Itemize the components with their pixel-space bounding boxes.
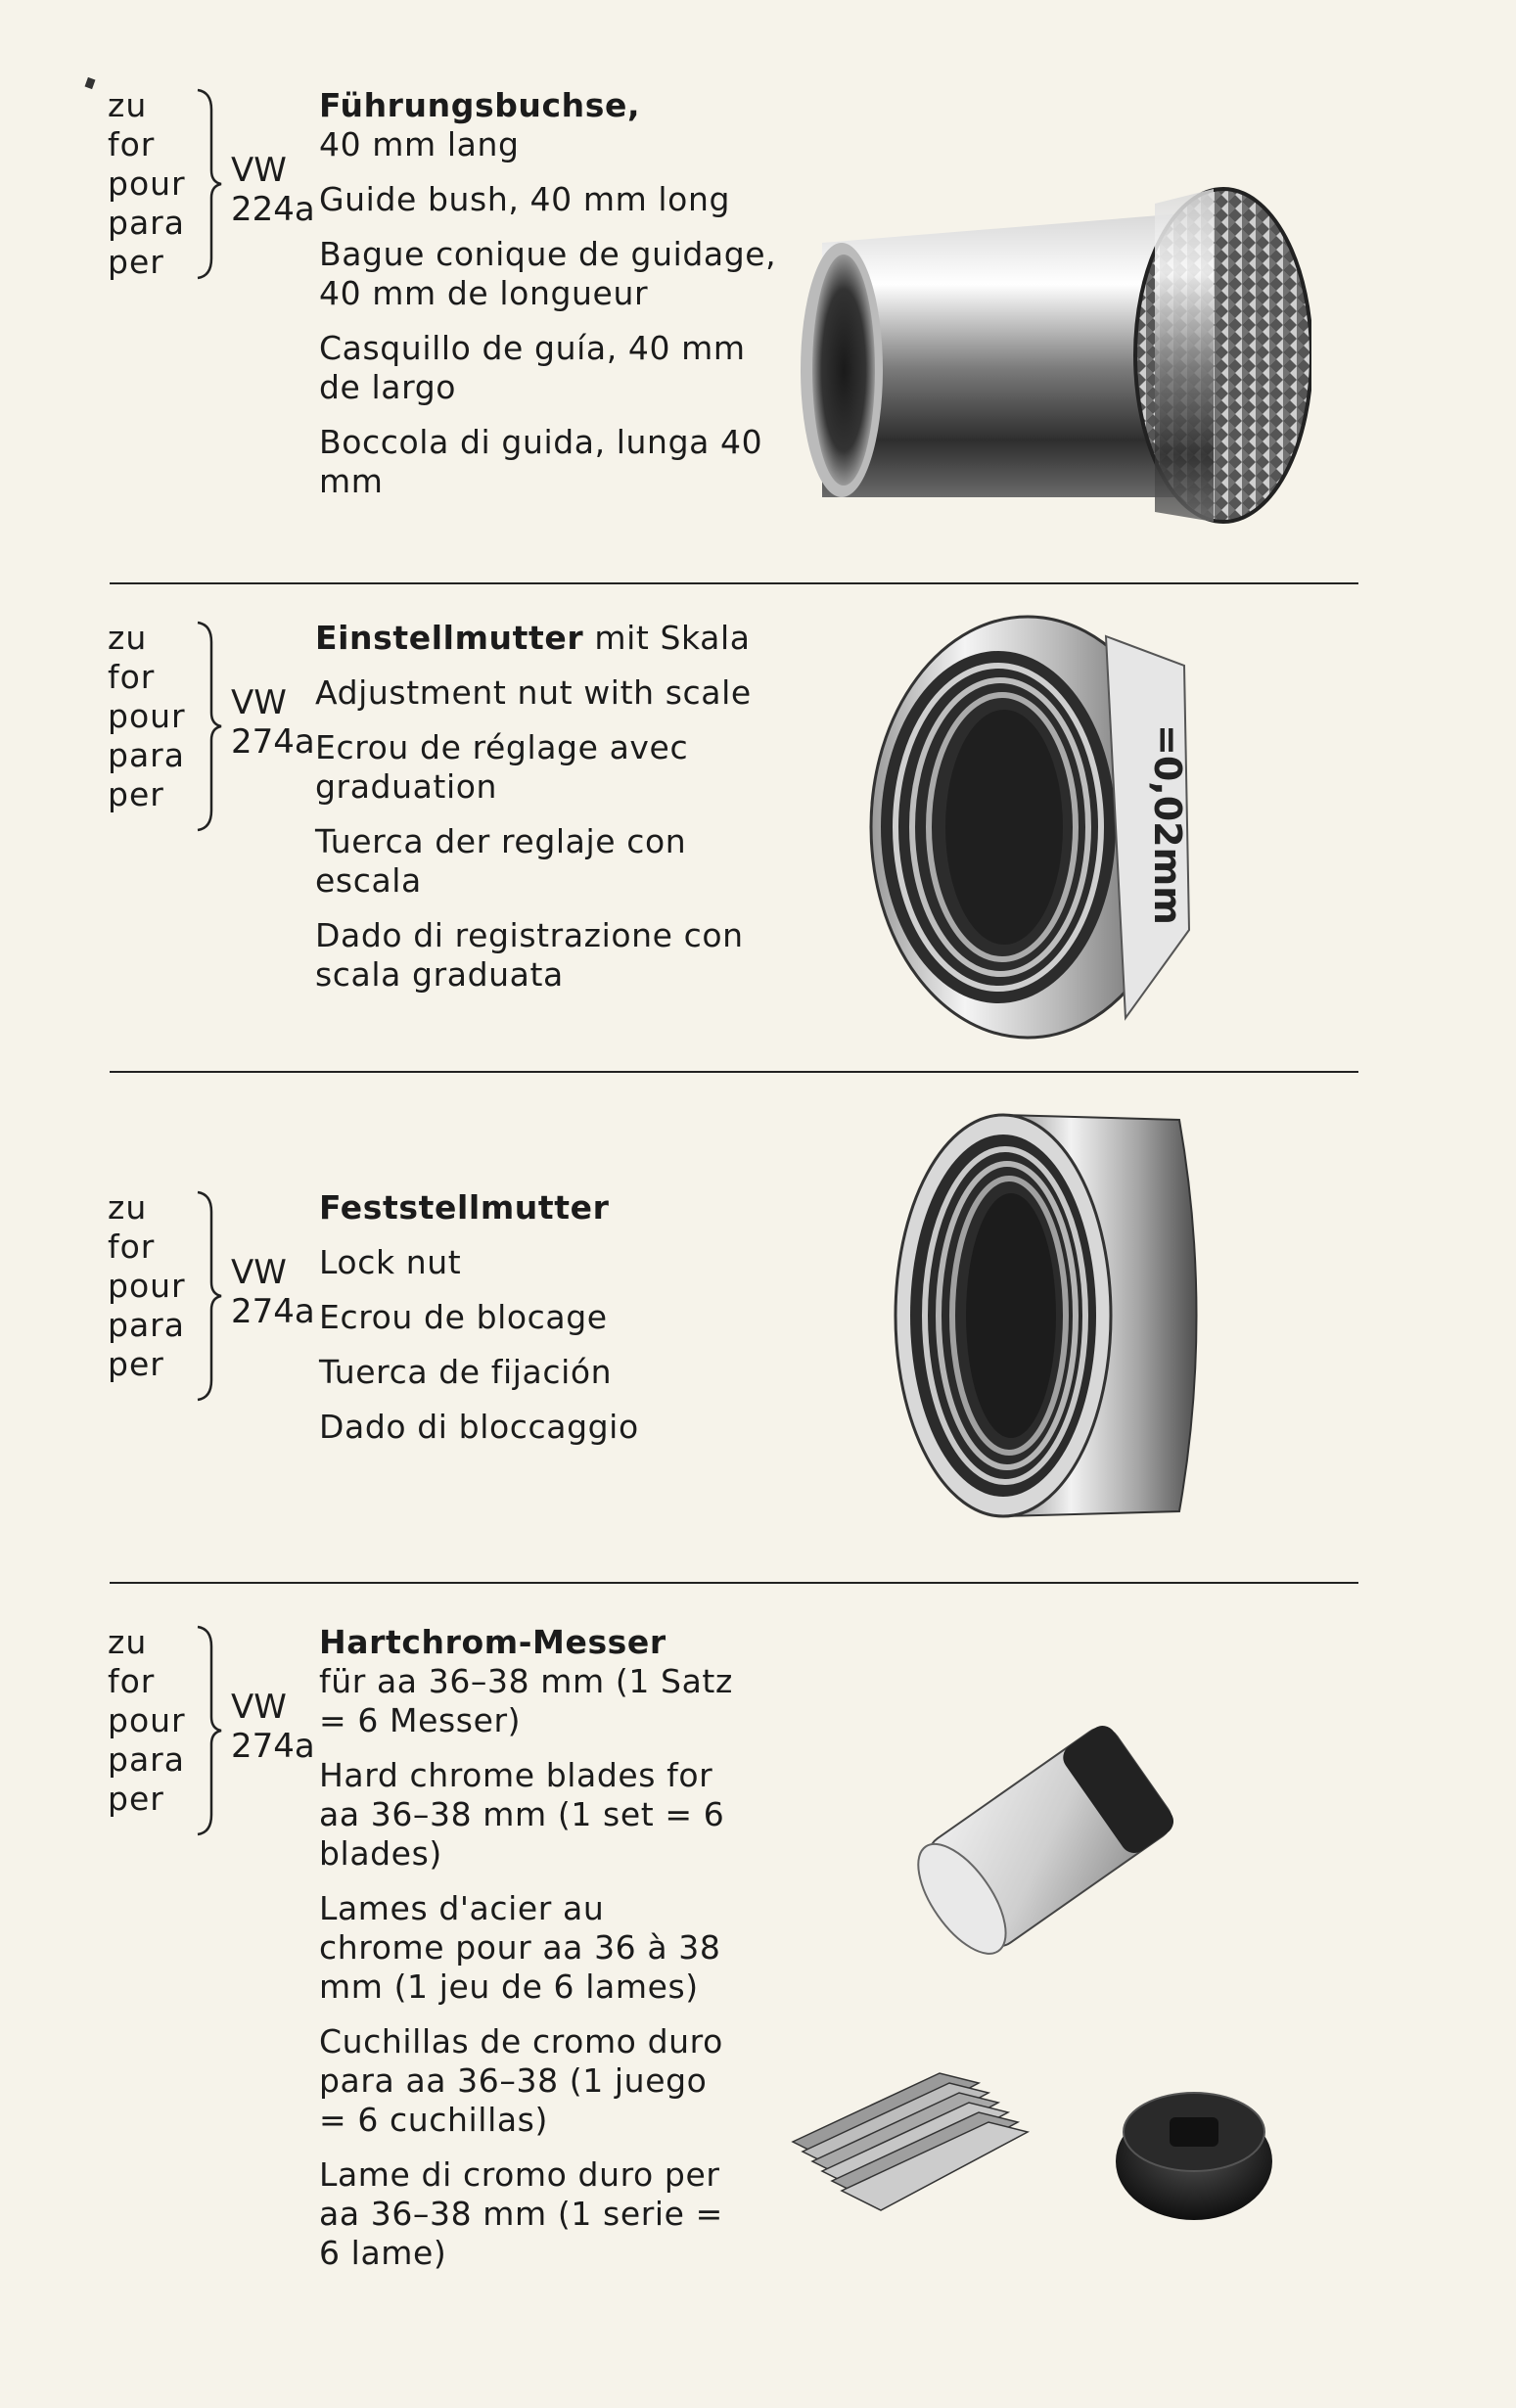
lang-es: para (108, 736, 185, 774)
print-mark (85, 77, 96, 89)
model-number: 274a (231, 722, 315, 762)
section-divider (110, 1071, 1358, 1073)
desc-it: Dado di bloccaggio (319, 1408, 639, 1446)
adjustment-nut-photo (861, 607, 1223, 1051)
guide-bush-photo (783, 174, 1311, 609)
model-vw: VW (231, 151, 287, 190)
desc-es: Tuerca der reglaje con escala (315, 822, 687, 900)
product-subtitle: für aa 36–38 mm (1 Satz = 6 Messer) (319, 1662, 733, 1739)
desc-fr: Lames d'acier au chrome pour aa 36 à 38 mm (1 jeu de 6 lames) (319, 1889, 721, 2006)
product-title: Feststellmutter (319, 1188, 610, 1227)
curly-brace-icon (192, 1188, 225, 1404)
lang-es: para (108, 204, 185, 242)
description (319, 86, 779, 517)
language-list (108, 1623, 186, 1819)
desc-es: Cuchillas de cromo duro para aa 36–38 (1 juego = 6 cuchillas) (319, 2022, 723, 2139)
desc-en: Lock nut (319, 1243, 462, 1281)
lang-es: para (108, 1306, 185, 1344)
desc-es: Tuerca de fijación (319, 1353, 613, 1391)
lang-en: for (108, 125, 156, 163)
lock-nut-photo (886, 1105, 1218, 1530)
curly-brace-icon (192, 1623, 225, 1838)
lang-fr: pour (108, 164, 186, 203)
model-number: 274a (231, 1292, 315, 1331)
model-number: 224a (231, 190, 315, 229)
lang-en: for (108, 1227, 156, 1266)
language-list (108, 619, 186, 814)
desc-en: Hard chrome blades for aa 36–38 mm (1 set = 6 blades) (319, 1756, 725, 1873)
desc-it: Lame di cromo duro per aa 36–38 mm (1 serie = 6 lame) (319, 2155, 723, 2272)
section-divider (110, 582, 1358, 584)
lang-fr: pour (108, 697, 186, 735)
product-title-rest: mit Skala (583, 619, 751, 657)
curly-brace-icon (192, 86, 225, 282)
model-vw: VW (231, 1688, 287, 1727)
model-code (231, 683, 315, 762)
lang-en: for (108, 658, 156, 696)
section-divider (110, 1582, 1358, 1584)
lang-it: per (108, 1345, 164, 1383)
desc-en: Guide bush, 40 mm long (319, 180, 731, 218)
description (319, 1188, 779, 1462)
product-title: Hartchrom-Messer (319, 1623, 666, 1661)
desc-fr: Ecrou de blocage (319, 1298, 608, 1336)
model-vw: VW (231, 1253, 287, 1292)
desc-it: Boccola di guida, lunga 40 mm (319, 423, 763, 500)
desc-it: Dado di registrazione con scala graduata (315, 916, 744, 994)
lang-de: zu (108, 1188, 148, 1227)
language-list (108, 1188, 186, 1384)
model-code (231, 151, 315, 229)
lang-it: per (108, 243, 164, 281)
lang-fr: pour (108, 1701, 186, 1739)
model-number: 274a (231, 1727, 315, 1766)
desc-en: Adjustment nut with scale (315, 673, 752, 712)
desc-fr: Bague conique de guidage, 40 mm de longueur (319, 235, 777, 312)
scale-marking: =0,02mm (1146, 724, 1189, 925)
curly-brace-icon (192, 619, 225, 834)
lang-de: zu (108, 1623, 148, 1661)
model-code (231, 1688, 315, 1766)
desc-es: Casquillo de guía, 40 mm de largo (319, 329, 746, 406)
lang-it: per (108, 775, 164, 813)
model-code (231, 1253, 315, 1331)
product-title: Einstellmutter (315, 619, 584, 657)
model-vw: VW (231, 683, 287, 722)
lang-de: zu (108, 86, 148, 124)
lang-it: per (108, 1780, 164, 1818)
description (315, 619, 775, 1010)
product-title: Führungsbuchse, (319, 86, 641, 124)
description (319, 1623, 740, 2289)
lang-es: para (108, 1740, 185, 1779)
blades-container-photo (783, 1682, 1331, 2234)
lang-de: zu (108, 619, 148, 657)
product-title-rest: 40 mm lang (319, 125, 520, 163)
lang-fr: pour (108, 1267, 186, 1305)
lang-en: for (108, 1662, 156, 1700)
language-list (108, 86, 186, 282)
desc-fr: Ecrou de réglage avec graduation (315, 728, 689, 806)
